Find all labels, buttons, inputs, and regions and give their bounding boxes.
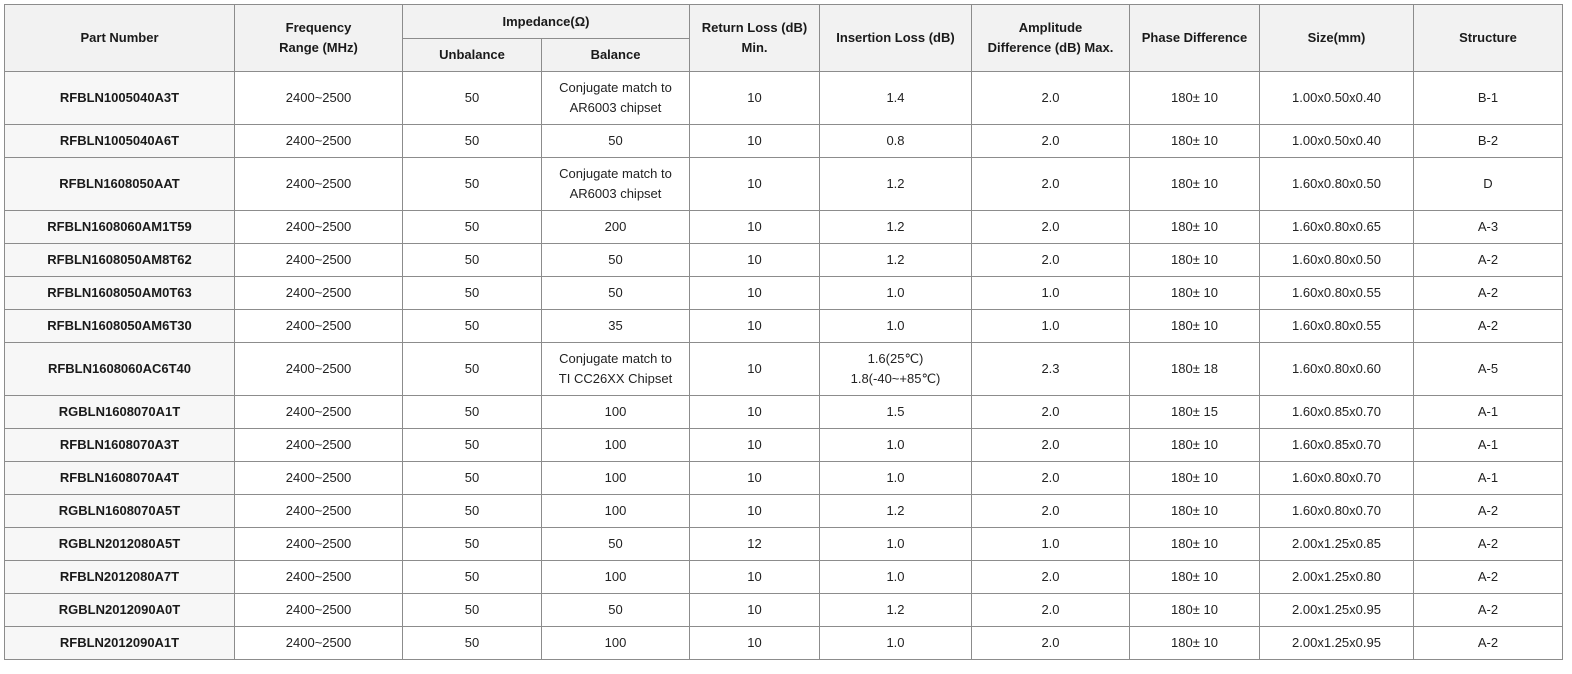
balance-impedance-cell-line: 50 (608, 536, 623, 551)
table-row (5, 528, 1563, 561)
insertion-loss-cell-line: 1.6(25℃) (867, 351, 924, 366)
table-row (5, 594, 1563, 627)
balance-impedance-cell (542, 528, 690, 561)
insertion-loss-cell-line: 1.0 (886, 318, 905, 333)
size-cell: 2.00x1.25x0.95 (1260, 594, 1414, 627)
unbalance-impedance-cell: 50 (403, 594, 542, 627)
amplitude-difference-cell: 2.0 (972, 211, 1130, 244)
insertion-loss-cell (820, 158, 972, 211)
balance-impedance-cell (542, 627, 690, 660)
header-impedance: Impedance(Ω) (403, 5, 690, 39)
balun-spec-table (4, 4, 1563, 660)
table-row (5, 561, 1563, 594)
header-frequency-line2: Range (MHz) (279, 40, 358, 55)
balance-impedance-cell-line: 35 (608, 318, 623, 333)
balance-impedance-cell (542, 211, 690, 244)
header-return-loss-line1: Return Loss (dB) (701, 20, 808, 35)
header-balance: Balance (542, 39, 690, 72)
amplitude-difference-cell: 2.0 (972, 429, 1130, 462)
header-part-number: Part Number (5, 5, 235, 72)
balance-impedance-cell-line: AR6003 chipset (569, 186, 662, 201)
amplitude-difference-cell: 2.3 (972, 343, 1130, 396)
insertion-loss-cell-line: 1.0 (886, 470, 905, 485)
balance-impedance-cell-line: Conjugate match to (559, 166, 672, 181)
phase-difference-cell: 180± 10 (1130, 211, 1260, 244)
unbalance-impedance-cell: 50 (403, 528, 542, 561)
amplitude-difference-cell: 1.0 (972, 277, 1130, 310)
insertion-loss-cell (820, 627, 972, 660)
phase-difference-cell: 180± 10 (1130, 125, 1260, 158)
frequency-range-cell: 2400~2500 (235, 594, 403, 627)
frequency-range-cell: 2400~2500 (235, 211, 403, 244)
return-loss-cell: 10 (690, 244, 820, 277)
header-return-loss-line2: Min. (741, 40, 768, 55)
part-number-cell: RFBLN1608070A3T (5, 429, 235, 462)
part-number-cell: RFBLN1608050AAT (5, 158, 235, 211)
phase-difference-cell: 180± 10 (1130, 528, 1260, 561)
insertion-loss-cell (820, 72, 972, 125)
amplitude-difference-cell: 2.0 (972, 462, 1130, 495)
phase-difference-cell: 180± 10 (1130, 594, 1260, 627)
insertion-loss-cell-line: 1.4 (886, 90, 905, 105)
frequency-range-cell: 2400~2500 (235, 125, 403, 158)
size-cell: 1.60x0.85x0.70 (1260, 429, 1414, 462)
return-loss-cell: 10 (690, 561, 820, 594)
frequency-range-cell: 2400~2500 (235, 462, 403, 495)
balance-impedance-cell-line: 50 (608, 285, 623, 300)
part-number-cell: RGBLN1608070A1T (5, 396, 235, 429)
size-cell: 1.60x0.80x0.55 (1260, 310, 1414, 343)
frequency-range-cell: 2400~2500 (235, 310, 403, 343)
amplitude-difference-cell: 1.0 (972, 528, 1130, 561)
balance-impedance-cell (542, 310, 690, 343)
phase-difference-cell: 180± 10 (1130, 627, 1260, 660)
table-row (5, 429, 1563, 462)
structure-cell: A-2 (1414, 528, 1563, 561)
balance-impedance-cell-line: 50 (608, 602, 623, 617)
amplitude-difference-cell: 1.0 (972, 310, 1130, 343)
balance-impedance-cell-line: 50 (608, 252, 623, 267)
balance-impedance-cell-line: 100 (604, 470, 627, 485)
part-number-cell: RGBLN2012080A5T (5, 528, 235, 561)
part-number-cell: RGBLN1608070A5T (5, 495, 235, 528)
unbalance-impedance-cell: 50 (403, 396, 542, 429)
phase-difference-cell: 180± 10 (1130, 462, 1260, 495)
phase-difference-cell: 180± 10 (1130, 277, 1260, 310)
size-cell: 1.00x0.50x0.40 (1260, 125, 1414, 158)
table-row (5, 343, 1563, 396)
unbalance-impedance-cell: 50 (403, 462, 542, 495)
insertion-loss-cell (820, 528, 972, 561)
structure-cell: A-1 (1414, 429, 1563, 462)
insertion-loss-cell-line: 1.2 (886, 602, 905, 617)
insertion-loss-cell (820, 310, 972, 343)
insertion-loss-cell (820, 244, 972, 277)
header-unbalance: Unbalance (403, 39, 542, 72)
return-loss-cell: 10 (690, 627, 820, 660)
structure-cell: A-1 (1414, 462, 1563, 495)
insertion-loss-cell-line: 1.2 (886, 503, 905, 518)
table-row (5, 211, 1563, 244)
frequency-range-cell: 2400~2500 (235, 244, 403, 277)
balance-impedance-cell-line: 100 (604, 437, 627, 452)
part-number-cell: RFBLN1608050AM0T63 (5, 277, 235, 310)
balance-impedance-cell (542, 396, 690, 429)
header-phase-difference: Phase Difference (1130, 5, 1260, 72)
insertion-loss-cell-line: 1.0 (886, 285, 905, 300)
amplitude-difference-cell: 2.0 (972, 158, 1130, 211)
structure-cell: A-2 (1414, 561, 1563, 594)
return-loss-cell: 10 (690, 277, 820, 310)
structure-cell: A-2 (1414, 495, 1563, 528)
frequency-range-cell: 2400~2500 (235, 277, 403, 310)
insertion-loss-cell-line: 1.0 (886, 635, 905, 650)
phase-difference-cell: 180± 10 (1130, 310, 1260, 343)
balance-impedance-cell-line: 100 (604, 569, 627, 584)
return-loss-cell: 10 (690, 495, 820, 528)
balance-impedance-cell (542, 495, 690, 528)
part-number-cell: RFBLN1608050AM8T62 (5, 244, 235, 277)
structure-cell: A-3 (1414, 211, 1563, 244)
unbalance-impedance-cell: 50 (403, 125, 542, 158)
size-cell: 2.00x1.25x0.95 (1260, 627, 1414, 660)
table-row (5, 125, 1563, 158)
return-loss-cell: 10 (690, 125, 820, 158)
part-number-cell: RFBLN1005040A6T (5, 125, 235, 158)
insertion-loss-cell (820, 429, 972, 462)
frequency-range-cell: 2400~2500 (235, 528, 403, 561)
balance-impedance-cell (542, 343, 690, 396)
phase-difference-cell: 180± 10 (1130, 158, 1260, 211)
header-frequency-line1: Frequency (285, 20, 352, 35)
insertion-loss-cell (820, 462, 972, 495)
insertion-loss-cell (820, 396, 972, 429)
amplitude-difference-cell: 2.0 (972, 594, 1130, 627)
size-cell: 2.00x1.25x0.85 (1260, 528, 1414, 561)
structure-cell: A-2 (1414, 244, 1563, 277)
table-row (5, 158, 1563, 211)
insertion-loss-cell (820, 125, 972, 158)
part-number-cell: RFBLN2012090A1T (5, 627, 235, 660)
return-loss-cell: 12 (690, 528, 820, 561)
structure-cell: A-2 (1414, 310, 1563, 343)
unbalance-impedance-cell: 50 (403, 211, 542, 244)
balance-impedance-cell-line: Conjugate match to (559, 80, 672, 95)
header-amplitude-difference (972, 5, 1130, 72)
size-cell: 1.60x0.80x0.65 (1260, 211, 1414, 244)
structure-cell: A-2 (1414, 277, 1563, 310)
structure-cell: A-1 (1414, 396, 1563, 429)
part-number-cell: RGBLN2012090A0T (5, 594, 235, 627)
balance-impedance-cell (542, 561, 690, 594)
frequency-range-cell: 2400~2500 (235, 561, 403, 594)
balance-impedance-cell-line: 100 (604, 404, 627, 419)
unbalance-impedance-cell: 50 (403, 495, 542, 528)
insertion-loss-cell (820, 495, 972, 528)
balance-impedance-cell-line: Conjugate match to (559, 351, 672, 366)
return-loss-cell: 10 (690, 310, 820, 343)
unbalance-impedance-cell: 50 (403, 561, 542, 594)
size-cell: 2.00x1.25x0.80 (1260, 561, 1414, 594)
table-row (5, 277, 1563, 310)
structure-cell: D (1414, 158, 1563, 211)
size-cell: 1.60x0.80x0.70 (1260, 495, 1414, 528)
phase-difference-cell: 180± 15 (1130, 396, 1260, 429)
return-loss-cell: 10 (690, 462, 820, 495)
size-cell: 1.60x0.80x0.70 (1260, 462, 1414, 495)
insertion-loss-cell (820, 561, 972, 594)
unbalance-impedance-cell: 50 (403, 277, 542, 310)
header-frequency-range (235, 5, 403, 72)
phase-difference-cell: 180± 18 (1130, 343, 1260, 396)
table-row (5, 244, 1563, 277)
unbalance-impedance-cell: 50 (403, 627, 542, 660)
header-amplitude-line1: Amplitude (1018, 20, 1083, 35)
table-row (5, 72, 1563, 125)
table-body (5, 72, 1563, 660)
amplitude-difference-cell: 2.0 (972, 125, 1130, 158)
amplitude-difference-cell: 2.0 (972, 396, 1130, 429)
insertion-loss-cell-line: 1.5 (886, 404, 905, 419)
part-number-cell: RFBLN2012080A7T (5, 561, 235, 594)
structure-cell: B-1 (1414, 72, 1563, 125)
balance-impedance-cell (542, 244, 690, 277)
table-header (5, 5, 1563, 72)
balance-impedance-cell-line: 200 (604, 219, 627, 234)
balance-impedance-cell (542, 429, 690, 462)
amplitude-difference-cell: 2.0 (972, 627, 1130, 660)
insertion-loss-cell (820, 343, 972, 396)
return-loss-cell: 10 (690, 72, 820, 125)
balance-impedance-cell (542, 594, 690, 627)
size-cell: 1.60x0.80x0.60 (1260, 343, 1414, 396)
frequency-range-cell: 2400~2500 (235, 429, 403, 462)
unbalance-impedance-cell: 50 (403, 244, 542, 277)
header-size: Size(mm) (1260, 5, 1414, 72)
amplitude-difference-cell: 2.0 (972, 495, 1130, 528)
structure-cell: A-2 (1414, 627, 1563, 660)
balance-impedance-cell-line: 100 (604, 503, 627, 518)
insertion-loss-cell-line: 1.2 (886, 219, 905, 234)
unbalance-impedance-cell: 50 (403, 343, 542, 396)
structure-cell: A-5 (1414, 343, 1563, 396)
header-return-loss (690, 5, 820, 72)
header-insertion-loss: Insertion Loss (dB) (820, 5, 972, 72)
return-loss-cell: 10 (690, 158, 820, 211)
phase-difference-cell: 180± 10 (1130, 72, 1260, 125)
balance-impedance-cell (542, 125, 690, 158)
balance-impedance-cell (542, 158, 690, 211)
unbalance-impedance-cell: 50 (403, 429, 542, 462)
amplitude-difference-cell: 2.0 (972, 244, 1130, 277)
part-number-cell: RFBLN1608060AC6T40 (5, 343, 235, 396)
insertion-loss-cell (820, 277, 972, 310)
balance-impedance-cell-line: TI CC26XX Chipset (558, 371, 673, 386)
insertion-loss-cell (820, 211, 972, 244)
size-cell: 1.60x0.80x0.55 (1260, 277, 1414, 310)
size-cell: 1.60x0.85x0.70 (1260, 396, 1414, 429)
phase-difference-cell: 180± 10 (1130, 244, 1260, 277)
phase-difference-cell: 180± 10 (1130, 429, 1260, 462)
insertion-loss-cell (820, 594, 972, 627)
frequency-range-cell: 2400~2500 (235, 158, 403, 211)
insertion-loss-cell-line: 0.8 (886, 133, 905, 148)
return-loss-cell: 10 (690, 396, 820, 429)
return-loss-cell: 10 (690, 343, 820, 396)
frequency-range-cell: 2400~2500 (235, 72, 403, 125)
table-row (5, 495, 1563, 528)
table-row (5, 627, 1563, 660)
insertion-loss-cell-line: 1.0 (886, 536, 905, 551)
part-number-cell: RFBLN1608060AM1T59 (5, 211, 235, 244)
unbalance-impedance-cell: 50 (403, 72, 542, 125)
frequency-range-cell: 2400~2500 (235, 343, 403, 396)
phase-difference-cell: 180± 10 (1130, 495, 1260, 528)
amplitude-difference-cell: 2.0 (972, 561, 1130, 594)
table-row (5, 462, 1563, 495)
part-number-cell: RFBLN1005040A3T (5, 72, 235, 125)
structure-cell: B-2 (1414, 125, 1563, 158)
table-row (5, 310, 1563, 343)
header-structure: Structure (1414, 5, 1563, 72)
insertion-loss-cell-line: 1.0 (886, 569, 905, 584)
balance-impedance-cell (542, 462, 690, 495)
insertion-loss-cell-line: 1.2 (886, 176, 905, 191)
insertion-loss-cell-line: 1.8(-40~+85℃) (850, 371, 941, 386)
part-number-cell: RFBLN1608050AM6T30 (5, 310, 235, 343)
return-loss-cell: 10 (690, 211, 820, 244)
frequency-range-cell: 2400~2500 (235, 627, 403, 660)
insertion-loss-cell-line: 1.0 (886, 437, 905, 452)
size-cell: 1.60x0.80x0.50 (1260, 244, 1414, 277)
header-amplitude-line2: Difference (dB) Max. (987, 40, 1114, 55)
frequency-range-cell: 2400~2500 (235, 396, 403, 429)
balance-impedance-cell (542, 277, 690, 310)
table-row (5, 396, 1563, 429)
return-loss-cell: 10 (690, 429, 820, 462)
phase-difference-cell: 180± 10 (1130, 561, 1260, 594)
return-loss-cell: 10 (690, 594, 820, 627)
unbalance-impedance-cell: 50 (403, 310, 542, 343)
unbalance-impedance-cell: 50 (403, 158, 542, 211)
balance-impedance-cell-line: 50 (608, 133, 623, 148)
balance-impedance-cell (542, 72, 690, 125)
size-cell: 1.60x0.80x0.50 (1260, 158, 1414, 211)
insertion-loss-cell-line: 1.2 (886, 252, 905, 267)
amplitude-difference-cell: 2.0 (972, 72, 1130, 125)
size-cell: 1.00x0.50x0.40 (1260, 72, 1414, 125)
balance-impedance-cell-line: 100 (604, 635, 627, 650)
structure-cell: A-2 (1414, 594, 1563, 627)
balance-impedance-cell-line: AR6003 chipset (569, 100, 662, 115)
frequency-range-cell: 2400~2500 (235, 495, 403, 528)
part-number-cell: RFBLN1608070A4T (5, 462, 235, 495)
